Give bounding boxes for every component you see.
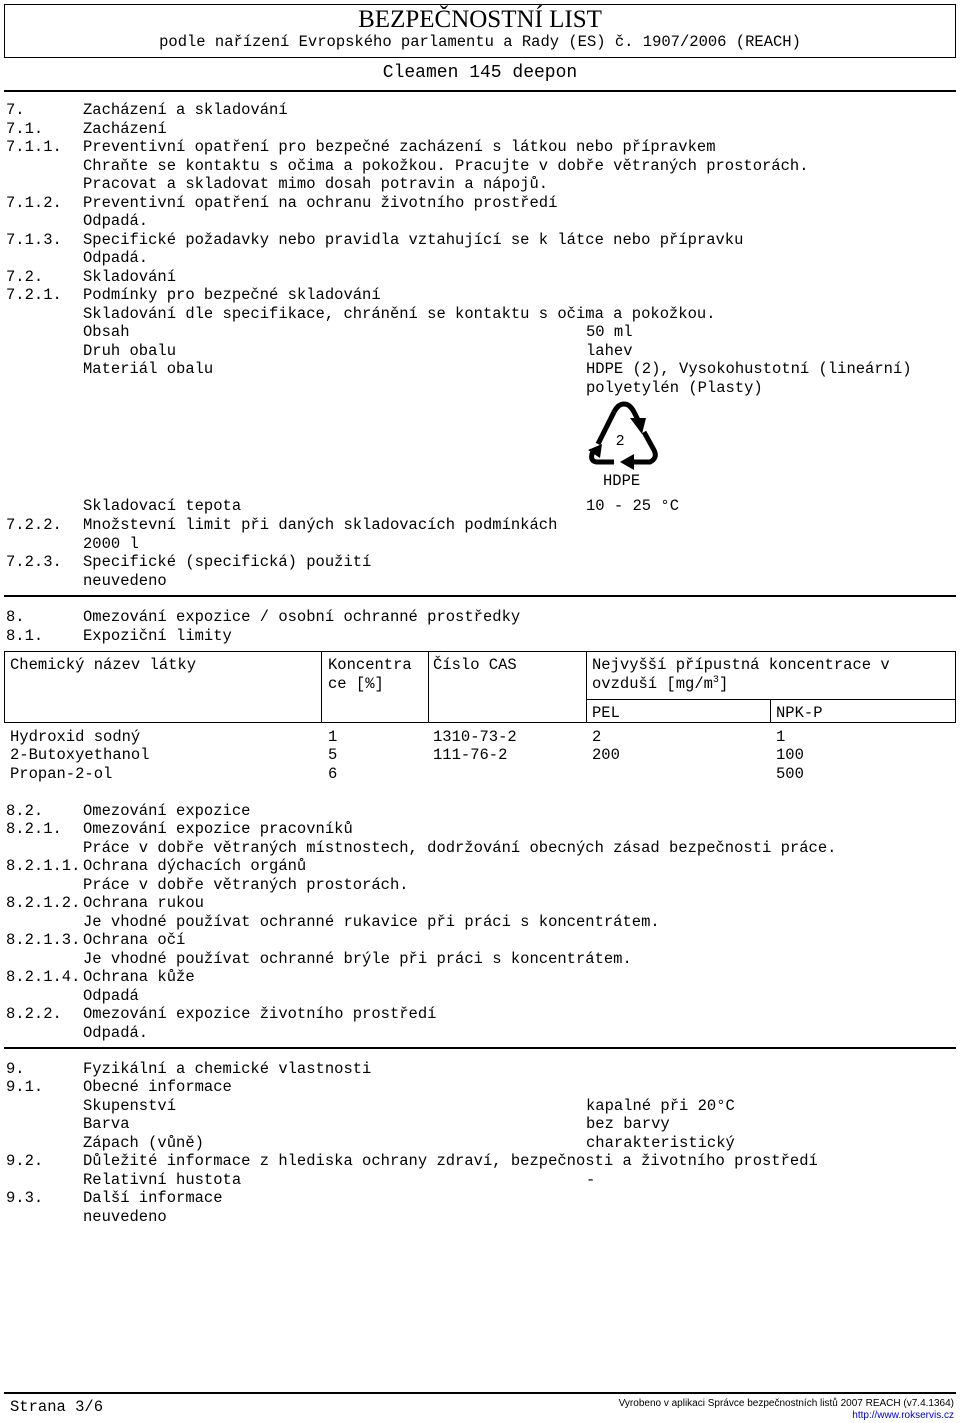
section-text: Práce v dobře větraných místnostech, dodržování obecných zásad bezpečnosti práce. [83,839,837,857]
section-title: Zacházení [83,120,167,138]
section-number: 7.2. [6,268,44,286]
table-border-header [4,722,956,723]
section-number: 7.2.3. [6,553,62,571]
section-number: 7.1.3. [6,231,62,249]
section-text: Chraňte se kontaktu s očima a pokožkou. Pracujte v dobře větraných prostorách. [83,157,809,175]
section-text: Odpadá. [83,249,149,267]
section-number: 8. [6,608,25,626]
section-title: Ochrana očí [83,931,186,949]
section-number: 8.2.2. [6,1005,62,1023]
column-header-conc: ce [%] [328,675,384,693]
property-label: Obsah [83,323,130,341]
section-divider [4,595,956,597]
column-header-pel: PEL [592,704,620,722]
document-subtitle: podle nařízení Evropského parlamentu a Rady (ES) č. 1907/2006 (REACH) [159,33,801,51]
property-label: Skupenství [83,1097,177,1115]
section-number: 7.2.2. [6,516,62,534]
section-title: Fyzikální a chemické vlastnosti [83,1060,372,1078]
recycle-label: HDPE [603,472,641,490]
property-label: Materiál obalu [83,360,214,378]
section-title: Expoziční limity [83,627,232,645]
section-text: neuvedeno [83,1208,167,1226]
section-text: Odpadá. [83,212,149,230]
section-number: 7.1.2. [6,194,62,212]
section-title: Omezování expozice [83,802,251,820]
section-number: 7.1. [6,120,44,138]
section-number: 7. [6,101,25,119]
table-vline [4,651,5,722]
section-text: Odpadá. [83,1024,149,1042]
section-number: 9.1. [6,1078,44,1096]
section-title: Skladování [83,268,177,286]
section-text: 2000 l [83,535,139,553]
table-border-sub [586,699,956,700]
vendor-link[interactable]: http://www.rokservis.cz [852,1410,954,1421]
cell-name: 2-Butoxyethanol [10,746,150,764]
property-value: - [586,1171,596,1189]
section-title: Množstevní limit při daných skladovacích podmínkách [83,516,558,534]
cell-npk: 100 [776,746,804,764]
cell-name: Hydroxid sodný [10,728,141,746]
section-title: Specifické (specifická) použití [83,553,372,571]
table-vline [321,651,322,722]
property-value: bez barvy [586,1115,670,1133]
generator-note: Vyrobeno v aplikaci Správce bezpečnostních listů 2007 REACH (v7.4.1364) [618,1398,954,1409]
property-label: Druh obalu [83,342,177,360]
header-divider [4,90,956,92]
recycle-number: 2 [616,432,625,449]
section-number: 9.3. [6,1189,44,1207]
property-value: lahev [586,342,633,360]
section-title: Obecné informace [83,1078,232,1096]
section-number: 8.2.1.2. [6,894,81,912]
section-title: Omezování expozice / osobní ochranné prostředky [83,608,521,626]
section-text: Je vhodné používat ochranné rukavice při práci s koncentrátem. [83,913,660,931]
cell-conc: 1 [328,728,338,746]
document-title: BEZPEČNOSTNÍ LIST [358,6,602,33]
property-label: Zápach (vůně) [83,1134,204,1152]
cell-npk: 500 [776,765,804,783]
table-vline [586,651,587,722]
property-value: 10 - 25 °C [586,497,680,515]
section-title: Ochrana dýchacích orgánů [83,857,307,875]
column-header-max: ovzduší $[mg/m^3]$ [592,674,729,693]
section-title: Omezování expozice pracovníků [83,820,353,838]
cell-npk: 1 [776,728,786,746]
section-title: Preventivní opatření na ochranu životního prostředí [83,194,558,212]
cell-conc: 6 [328,765,338,783]
column-header-npk: NPK-P [776,704,823,722]
table-vline [428,651,429,722]
column-header-name: Chemický název látky [10,656,197,674]
cell-cas: 111-76-2 [433,746,508,764]
cell-conc: 5 [328,746,338,764]
column-header-max: Nejvyšší přípustná koncentrace v [592,656,890,674]
section-title: Specifické požadavky nebo pravidla vztahující se k látce nebo přípravku [83,231,744,249]
cell-name: Propan-2-ol [10,765,113,783]
table-vline [955,651,956,722]
section-number: 7.1.1. [6,138,62,156]
property-value: HDPE (2), Vysokohustotní (lineární) [586,360,912,378]
column-header-conc: Koncentra [328,656,412,674]
property-label: Skladovací tepota [83,497,242,515]
section-number: 8.2.1.4. [6,968,81,986]
section-title: Ochrana rukou [83,894,204,912]
section-text: Skladování dle specifikace, chránění se kontaktu s očima a pokožkou. [83,305,716,323]
section-text: neuvedeno [83,572,167,590]
section-number: 8.2.1. [6,820,62,838]
page-number: Strana 3/6 [10,1398,104,1416]
cell-cas: 1310-73-2 [433,728,517,746]
section-title: Ochrana kůže [83,968,195,986]
property-label: Relativní hustota [83,1171,242,1189]
section-text: Práce v dobře větraných prostorách. [83,876,409,894]
section-title: Zacházení a skladování [83,101,288,119]
section-number: 8.2.1.3. [6,931,81,949]
column-header-cas: Číslo CAS [433,656,517,674]
section-text: Pracovat a skladovat mimo dosah potravin a nápojů. [83,175,549,193]
section-number: 8.2.1.1. [6,857,81,875]
cell-pel: 200 [592,746,620,764]
table-vline [770,699,771,722]
section-title: Omezování expozice životního prostředí [83,1005,437,1023]
cell-pel: 2 [592,728,602,746]
section-title: Důležité informace z hlediska ochrany zdraví, bezpečnosti a životního prostředí [83,1152,818,1170]
section-number: 7.2.1. [6,286,62,304]
section-text: Je vhodné používat ochranné brýle při práci s koncentrátem. [83,950,632,968]
footer-divider [4,1392,956,1394]
section-title: Další informace [83,1189,223,1207]
section-number: 9. [6,1060,25,1078]
section-text: Odpadá [83,987,139,1005]
section-number: 8.1. [6,627,44,645]
section-title: Podmínky pro bezpečné skladování [83,286,381,304]
property-value: polyetylén (Plasty) [586,379,763,397]
section-divider [4,1047,956,1049]
property-value: charakteristický [586,1134,735,1152]
property-value: kapalné při 20°C [586,1097,735,1115]
property-label: Barva [83,1115,130,1133]
product-name: Cleamen 145 deepon [382,63,578,83]
section-title: Preventivní opatření pro bezpečné zacházení s látkou nebo přípravkem [83,138,716,156]
section-number: 9.2. [6,1152,44,1170]
property-value: 50 ml [586,323,633,341]
section-number: 8.2. [6,802,44,820]
table-border-top [4,651,956,652]
